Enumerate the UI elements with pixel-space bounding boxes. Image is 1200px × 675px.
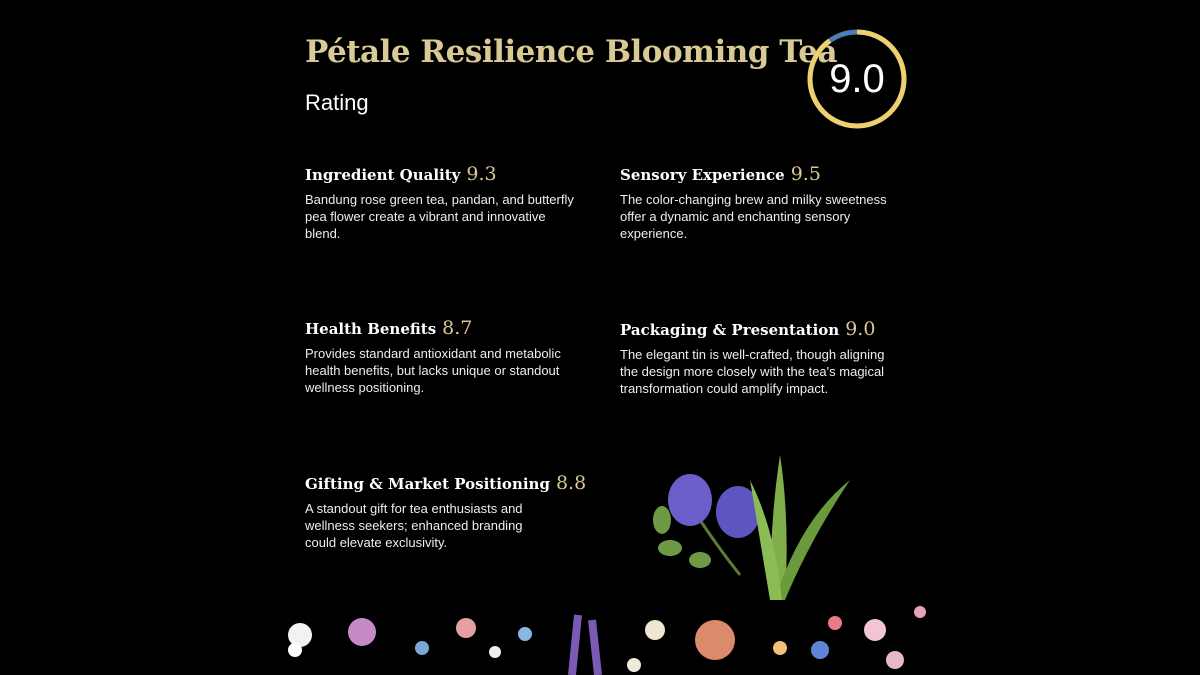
category-name: Health Benefits <box>305 320 437 338</box>
category-score: 9.3 <box>466 163 497 185</box>
category-score: 9.0 <box>845 318 876 340</box>
category-name: Sensory Experience <box>620 166 785 184</box>
flower-border-icon <box>288 606 926 675</box>
page-subtitle: Rating <box>305 90 369 115</box>
butterfly-pea-flower-icon <box>653 474 760 575</box>
category-score: 9.5 <box>790 163 821 185</box>
category-description: A standout gift for tea enthusiasts and wellness seekers; enhanced branding could elevate exclusivity. <box>305 501 523 550</box>
category-score: 8.8 <box>555 472 587 494</box>
category-sensory-experience <box>620 163 900 242</box>
category-name: Ingredient Quality <box>305 166 461 184</box>
category-health-benefits <box>305 317 575 396</box>
page-title: Pétale Resilience Blooming Tea <box>305 34 838 70</box>
pandan-leaf-icon <box>750 455 850 600</box>
category-name: Gifting & Market Positioning <box>305 475 550 493</box>
category-description: The elegant tin is well-crafted, though aligning the design more closely with the tea's magical transformation could amplify impact. <box>620 347 885 396</box>
category-name: Packaging & Presentation <box>620 321 840 339</box>
floral-illustration <box>0 440 1200 675</box>
category-packaging-presentation <box>620 318 900 397</box>
category-description: Bandung rose green tea, pandan, and butterfly pea flower create a vibrant and innovative blend. <box>305 192 574 241</box>
category-description: Provides standard antioxidant and metabolic health benefits, but lacks unique or standout wellness positioning. <box>305 346 561 395</box>
overall-score: 9.0 <box>829 56 885 101</box>
category-score: 8.7 <box>442 317 473 339</box>
category-ingredient-quality <box>305 163 575 242</box>
category-description: The color-changing brew and milky sweetness offer a dynamic and enchanting sensory experience. <box>620 192 887 241</box>
